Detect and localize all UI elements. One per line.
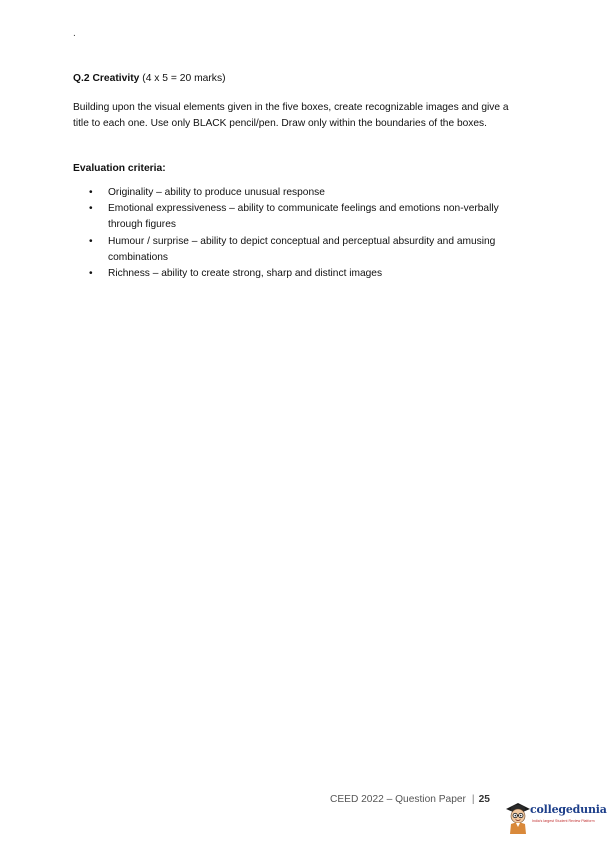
evaluation-heading: Evaluation criteria: [73, 163, 166, 174]
student-mascot-icon [505, 800, 531, 834]
criteria-item [89, 234, 509, 266]
footer-text: CEED 2022 – Question Paper [330, 794, 466, 805]
page-footer [330, 794, 490, 805]
criteria-text: Humour / surprise – ability to depict conceptual and perceptual absurdity and amusing combinations [108, 235, 496, 263]
evaluation-criteria-list [89, 185, 509, 282]
logo-tagline: India's largest Student Review Platform [532, 819, 595, 823]
question-label: Q.2 Creativity [73, 73, 140, 84]
question-marks: (4 x 5 = 20 marks) [142, 73, 226, 84]
top-mark: . [73, 28, 76, 39]
logo-name: collegedunia [530, 803, 607, 816]
criteria-item [89, 266, 509, 282]
criteria-item [89, 201, 509, 233]
page-number: 25 [478, 794, 490, 805]
footer-separator: | [471, 794, 475, 805]
bullet-icon: • [89, 235, 93, 247]
question-title [73, 73, 226, 84]
criteria-text: Originality – ability to produce unusual response [108, 187, 325, 198]
collegedunia-logo [505, 800, 607, 834]
criteria-text: Emotional expressiveness – ability to communicate feelings and emotions non-verbally through figures [108, 203, 499, 231]
bullet-icon: • [89, 203, 93, 215]
bullet-icon: • [89, 187, 93, 198]
criteria-item [89, 185, 509, 201]
question-instructions: Building upon the visual elements given in the five boxes, create recognizable images and give a title to each one. Use only BLACK pencil/pen. Draw only within the boundaries of the boxes. [73, 102, 509, 130]
bullet-icon: • [89, 268, 93, 280]
criteria-text: Richness – ability to create strong, sharp and distinct images [108, 268, 383, 280]
